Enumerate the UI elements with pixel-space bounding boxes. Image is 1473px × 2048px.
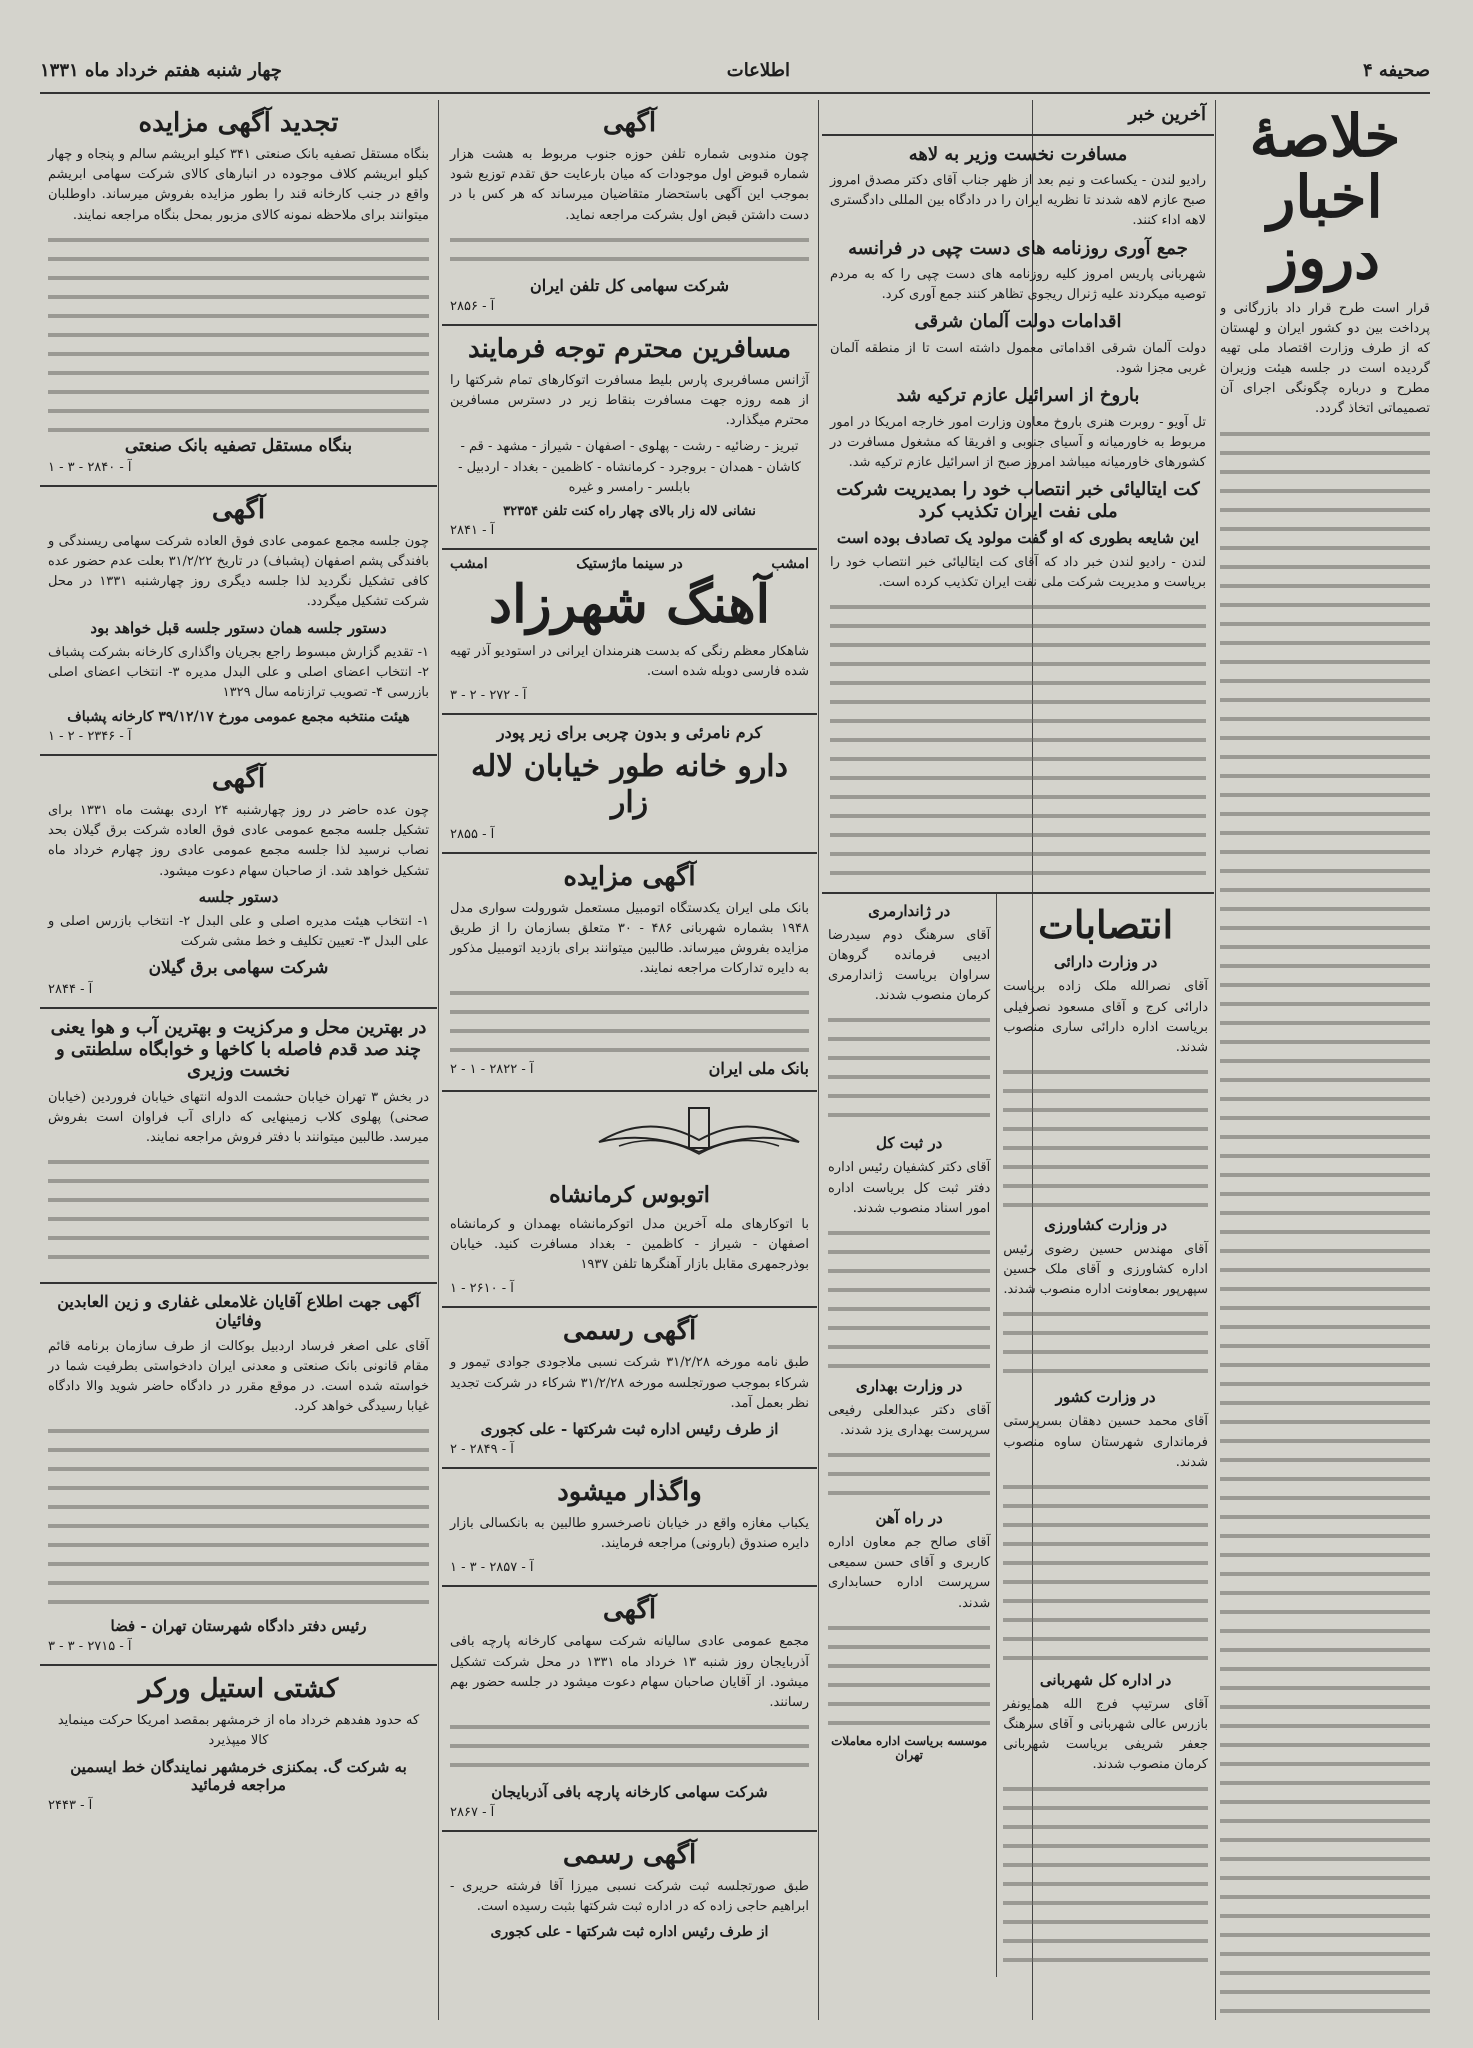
column-rule xyxy=(438,100,439,2020)
department-text xyxy=(828,1447,990,1507)
ad-signature: بانک ملی ایران xyxy=(708,1059,809,1079)
ad-title: آگهی xyxy=(211,494,266,525)
appointments-section xyxy=(822,894,1214,1978)
bus-logo-icon xyxy=(589,1102,809,1172)
appointments-text xyxy=(1003,1306,1208,1386)
ad-signature: شرکت سهامی کارخانه پارچه بافی آذربایجان xyxy=(491,1783,768,1802)
appointments-body: آقای نصرالله ملک زاده بریاست دارائی کرج و آقای مسعود نصرفیلی بریاست اداره دارائی ساری منصوب شدند. xyxy=(1003,979,1208,1055)
news-subheadline: این شایعه بطوری که او گفت مولود یک تصادف بوده است xyxy=(836,528,1200,547)
ad-text xyxy=(450,1719,809,1779)
agenda-body: ۱- انتخاب هیئت مدیره اصلی و علی البدل ۲- انتخاب بازرس اصلی و علی البدل ۳- تعیین تکلیف و خط مشی شرکت xyxy=(48,913,429,949)
ad-title: آگهی رسمی xyxy=(562,1316,697,1347)
news-headline: اقدامات دولت آلمان شرقی xyxy=(914,311,1122,333)
cinema-tonight: امشب xyxy=(450,555,488,572)
ad-code: آ - ۲۳۴۶ - ۲ - ۱ xyxy=(48,728,132,744)
ad-title: آگهی xyxy=(602,108,657,138)
appointments-column xyxy=(996,894,1214,1978)
ad-body: بانک ملی ایران یکدستگاه اتومبیل مستعمل شورولت سواری مدل ۱۹۴۸ بشماره شهربانی ۴۸۶ - ۳۰ متعلق بسازمان را از طریق مزایده بفروش میرساند. طالبین میتوانند برای بازدید اتومبیل مذکور به دایره تدارکات مراجعه نمایند. xyxy=(450,900,809,977)
ad-code: آ - ۲۸۵۷ - ۳ - ۱ xyxy=(450,1560,534,1576)
ad-code: آ - ۲۸۵۵ xyxy=(450,826,495,842)
ad-body: مجمع عمومی عادی سالیانه شرکت سهامی کارخانه پارچه بافی آذربایجان روز شنبه ۱۳ خرداد ماه ۱۳۳۱ در محل شرکت تشکیل میشود. از آقایان صاحبان سهام دعوت میشود در جلسه حضور بهم رسانند. xyxy=(450,1634,810,1710)
appointments-body: آقای مهندس حسین رضوی رئیس اداره کشاورزی و آقای ملک حسین سپهرپور بمعاونت اداره منصوب شدند. xyxy=(1003,1242,1208,1298)
ad-body: با اتوکارهای مله آخرین مدل اتوکرمانشاه بهمدان و کرمانشاه اصفهان - شیراز - کاظمین - بغداد مسافرت کنید. خیابان بوذرجمهری مقابل بازار آهنگرها تلفن ۱۹۳۷ xyxy=(450,1216,809,1273)
ad-textile-company xyxy=(442,1587,817,1832)
ad-code: آ - ۲۸۵۶ xyxy=(450,298,495,314)
ad-code: آ - ۲۶۱۰ - ۱ xyxy=(450,1281,514,1297)
cinema-header xyxy=(450,556,809,572)
news-summary-intro: قرار است طرح قرار داد بازرگانی و پرداخت بین دو کشور ایران و لهستان که از طرف وزارت اقتصاد ملی تهیه گردیده است در جلسه هیئت وزیران مطرح و درباره چگونگی اجرای آن تصمیماتی اتخاذ گردد. xyxy=(1220,300,1430,417)
ad-text xyxy=(450,985,809,1055)
ad-travel-agency xyxy=(442,326,817,550)
ad-official-notice-2 xyxy=(442,1832,817,1951)
cinema-tonight: امشب xyxy=(771,555,809,572)
ad-title: در بهترین محل و مرکزیت و بهترین آب و هوا یعنی چند صد قدم فاصله با کاخها و خوابگاه سلطنتی و نخست وزیری xyxy=(50,1016,427,1082)
ad-wool-factory xyxy=(40,487,437,756)
department-text xyxy=(828,1620,990,1730)
department-heading: در راه آهن xyxy=(875,1509,943,1528)
ad-body: چون مندوبی شماره تلفن حوزه جنوب مربوط به هشت هزار شماره قبوض اول موجودات که میان بارعایت حق تقدم توزیع شود بموجب این آگهی باستحضار متقاضیان میرساند که هر کس با در دست داشتن قبض اول بشرکت مراجعه نماید. xyxy=(450,147,809,223)
appointments-body: آقای محمد حسین دهقان بسرپرستی فرمانداری شهرستان ساوه منصوب شدند. xyxy=(1003,1414,1208,1470)
appointments-heading: در وزارت کشور xyxy=(1055,1388,1156,1407)
ad-body: چون جلسه مجمع عمومی عادی فوق العاده شرکت سهامی ریسندگی و بافندگی پشم اصفهان (پشباف) در تاریخ ۳۱/۲/۲۲ بعلت عدم حضور عده کافی تشکیل نگردید لذا جلسه دیگری روز چهارشنبه ۱۳۳۱ در محل شرکت تشکیل میگردد. xyxy=(48,533,429,610)
column-rule xyxy=(818,100,819,2020)
news-summary-text xyxy=(1220,426,1430,2020)
ad-body: بنگاه مستقل تصفیه بانک صنعتی ۳۴۱ کیلو ابریشم سالم و پنجاه و چهار کیلو ابریشم کلاف موجوده در انبارهای کالای شرکت سهامی ابریشم واقع در جنب کارخانه قند را بطور مزایده بفروش میرساند. داوطلبان میتوانند برای ملاحظه نمونه کالای مزبور بمحل بنگاه مراجعه نمایند. xyxy=(48,147,429,223)
ad-transfer xyxy=(442,1469,817,1587)
agenda-body: ۱- تقدیم گزارش مبسوط راجع بجریان واگذاری کارخانه بشرکت پشباف ۲- انتخاب اعضای اصلی و علی البدل مدیره ۳- انتخاب اعضای اصلی بازرسی ۴- تصویب ترازنامه سال ۱۳۲۹ xyxy=(48,644,429,700)
cinema-film-title: آهنگ شهرزاد xyxy=(488,573,771,635)
appointments-text xyxy=(1003,1479,1208,1669)
news-body: دولت آلمان شرقی اقداماتی معمول داشته است تا از منطقه آلمان غربی مجزا شود. xyxy=(830,341,1206,377)
ad-signature: از طرف رئیس اداره ثبت شرکتها - علی کجوری xyxy=(490,1923,769,1940)
agenda-title: دستور جلسه همان دستور جلسه قبل خواهد بود xyxy=(90,618,387,637)
appointments-heading: در وزارت دارائی xyxy=(1053,953,1158,972)
bus-logo-text: اتوبوس کرمانشاه xyxy=(549,1182,710,1209)
ad-code: آ - ۲۸۴۱ xyxy=(450,522,495,538)
column-left-ads xyxy=(40,100,437,2020)
department-footer: موسسه بریاست اداره معاملات تهران xyxy=(831,1733,988,1762)
ad-title: آگهی xyxy=(602,1595,657,1626)
ad-signature: هیئت منتخبه مجمع عمومی مورخ ۳۹/۱۲/۱۷ کارخانه پشباف xyxy=(67,708,410,725)
ad-code: آ - ۲۸۲۲ - ۱ - ۲ xyxy=(450,1062,534,1078)
column-middle-ads xyxy=(442,100,817,2020)
ad-land-sale xyxy=(40,1009,437,1284)
ad-signature: به شرکت گ. بمکنزی خرمشهر نمایندگان خط ایسمین مراجعه فرمائید xyxy=(70,1757,407,1794)
department-body: آقای دکتر عبدالعلی رفیعی سرپرست بهداری یزد شدند. xyxy=(828,1402,991,1438)
news-body: شهربانی پاریس امروز کلیه روزنامه های دست چپی را که به مردم توصیه میکردند علیه ژنرال ریجوی تظاهر کنند جمع آوری کرد. xyxy=(830,267,1206,303)
appointments-heading: در اداره کل شهربانی xyxy=(1039,1670,1172,1689)
department-body: آقای صالح جم معاون اداره کاربری و آقای حسن سمیعی سرپرست اداره حسابداری شدند. xyxy=(828,1535,991,1611)
department-text xyxy=(828,1012,990,1132)
news-headline: باروخ از اسرائیل عازم ترکیه شد xyxy=(896,385,1140,407)
ad-title: آگهی رسمی xyxy=(562,1840,697,1871)
ad-official-notice xyxy=(442,1308,817,1469)
ad-code: آ - ۲۷۲ - ۲ - ۳ xyxy=(450,688,527,704)
ad-code: آ - ۲۸۴۴ xyxy=(48,981,93,997)
ad-signature: شرکت سهامی برق گیلان xyxy=(148,957,329,978)
ad-text xyxy=(48,1423,429,1613)
news-item xyxy=(822,136,1214,894)
news-body: رادیو لندن - یکساعت و نیم بعد از ظهر جناب آقای دکتر مصدق امروز صبح عازم لاهه شدند تا نظریه ایران را در دادگاه بین المللی دادگستری لاهه اداء کنند. xyxy=(830,173,1206,229)
appointments-text xyxy=(1003,1064,1208,1214)
ad-body: آقای علی اصغر فرساد اردبیل بوکالت از طرف سازمان برنامه قائم مقام قانونی بانک صنعتی و معدنی ایران دادخواستی بطرفیت شما در خواسته شده است. در موقع مقرر در دادگاه حاضر شوید والا دادگاه غیابا رسیدگی خواهد کرد. xyxy=(48,1338,429,1414)
news-summary-title: خلاصهٔ اخبار دروز xyxy=(1249,102,1401,292)
ad-code: آ - ۲۷۱۵ - ۳ - ۳ xyxy=(48,1639,132,1655)
ad-body: یکباب مغازه واقع در خیابان ناصرخسرو طالبین به بانکسالی بازار دایره صندوق (بارونی) مراجعه فرمایند. xyxy=(450,1516,809,1552)
issue-date: چهار شنبه هفتم خرداد ماه ۱۳۳۱ xyxy=(40,60,282,81)
ad-pharmacy xyxy=(442,715,817,853)
appointments-title: انتصابات xyxy=(1038,901,1174,947)
cinema-name: در سینما ماژستیک xyxy=(576,555,683,572)
newspaper-name: اطلاعات xyxy=(726,60,790,81)
pharmacy-title: دارو خانه طور خیابان لاله زار xyxy=(470,748,789,820)
page-number: صحیفه ۴ xyxy=(1362,60,1430,81)
department-heading: در ژاندارمری xyxy=(868,901,951,920)
agenda-title: دستور جلسه xyxy=(198,887,279,906)
news-headline: کت ایتالیائی خبر انتصاب خود را بمدیریت شرکت ملی نفت ایران تکذیب کرد xyxy=(836,479,1200,522)
ad-title: واگذار میشود xyxy=(557,1476,702,1507)
ad-signature: از طرف رئیس اداره ثبت شرکتها - علی کجوری xyxy=(480,1419,779,1438)
ad-title: آگهی xyxy=(211,763,266,794)
ad-body: در بخش ۳ تهران خیابان حشمت الدوله انتهای خیابان فروردین (خیابان صحنی) پهلوی کلاب زمینهایی که دارای آب فراوان است بفروش میرسد. طالبین میتوانند با دفتر فروش مراجعه نمایند. xyxy=(48,1089,429,1146)
ad-body: چون عده حاضر در روز چهارشنبه ۲۴ اردی بهشت ماه ۱۳۳۱ برای تشکیل جلسه مجمع عمومی عادی فوق العاده شرکت برق گیلان بحد نصاب نرسید لذا جلسه مجمع عمومی عادی روز چهارم خرداد ماه تشکیل خواهد شد. از صاحبان سهام دعوت میشود. xyxy=(48,803,429,879)
ad-title: آگهی جهت اطلاع آقایان غلامعلی غفاری و زین العابدین وفائیان xyxy=(57,1292,420,1331)
ad-text xyxy=(48,1154,429,1274)
ad-body: طبق نامه مورخه ۳۱/۲/۲۸ شرکت نسبی ملاجودی جوادی تیمور و شرکاء بموجب صورتجلسه مورخه ۳۱/۲/۲۸ شرکاء در شرکت تجدید نظر بعمل آمد. xyxy=(450,1355,809,1411)
news-headline: مسافرت نخست وزیر به لاهه xyxy=(908,143,1128,165)
appointments-heading: در وزارت کشاورزی xyxy=(1044,1216,1168,1234)
ad-body: آژانس مسافربری پارس بلیط مسافرت اتوکارهای تمام شرکتها را از همه روزه جهت مسافرت بنقاط زیر در دسترس مسافرین محترم میگذارد. xyxy=(450,372,809,429)
cinema-body: شاهکار معظم رنگی که بدست هنرمندان ایرانی در استودیو آذر تهیه شده فارسی دوبله شده است. xyxy=(450,644,809,680)
latest-news-label-bar xyxy=(822,100,1214,136)
column-news-summary xyxy=(1220,100,1430,2020)
news-body: تل آویو - روبرت هنری باروخ معاون وزارت امور خارجه امریکا در امور مربوط به خاورمیانه و آسیای جنوبی و افریقا که مشغول مسافرت در کشورهای خاورمیانه میباشد امروز صبح از اسرائیل عازم ترکیه شد. xyxy=(830,414,1206,471)
department-heading: در وزارت بهداری xyxy=(855,1376,963,1395)
ad-footer xyxy=(450,1055,809,1082)
ad-body: طبق صورتجلسه ثبت شرکت نسبی میرزا آقا فرشته حریری - ابراهیم حاجی زاده که در اداره ثبت شرکتها بثبت رسیده است. xyxy=(450,1879,809,1915)
page-header xyxy=(40,52,1430,94)
department-heading: در ثبت کل xyxy=(875,1134,943,1153)
news-headline: جمع آوری روزنامه های دست چپی در فرانسه xyxy=(848,237,1188,259)
department-body: آقای سرهنگ دوم سیدرضا ادیبی فرمانده گروهان سراوان بریاست ژاندارمری کرمان منصوب شدند. xyxy=(828,927,991,1004)
ad-address: نشانی لاله زار بالای چهار راه کنت تلفن ۳۲۳۵۴ xyxy=(503,503,756,519)
ad-cities: تبریز - رضائیه - رشت - پهلوی - اصفهان - شیراز - مشهد - قم - کاشان - همدان - بروجرد - کرمانشاه - کاظمین - بغداد - اردبیل - بابلسر - رامسر و غیره xyxy=(458,439,801,495)
ad-title: کشتی استیل ورکر xyxy=(138,1674,339,1705)
department-text xyxy=(828,1225,990,1375)
appointments-body: آقای سرتیپ فرج الله همایونفر بازرس عالی شهربانی و آقای سرهنگ جعفر شریفی بریاست شهربانی کرمان منصوب شدند. xyxy=(1003,1696,1208,1773)
departments-column xyxy=(822,894,996,1978)
news-body: لندن - رادیو لندن خبر داد که آقای کت ایتالیائی خبر انتصاب خود را بریاست و مدیریت شرکت ملی نفت ایران تکذیب کرده است. xyxy=(830,554,1206,590)
latest-news-label: آخرین خبر xyxy=(1128,104,1206,125)
ad-signature: بنگاه مستقل تصفیه بانک صنعتی xyxy=(124,435,353,456)
ad-signature: شرکت سهامی کل تلفن ایران xyxy=(529,275,730,295)
ad-ship-steel-worker xyxy=(40,1666,437,1822)
news-body-text xyxy=(830,599,1206,884)
column-rule xyxy=(1215,100,1216,2020)
ad-bus-company xyxy=(442,1092,817,1308)
ad-text xyxy=(450,232,809,272)
ad-silk-auction xyxy=(40,100,437,487)
ad-code: آ - ۲۴۴۳ xyxy=(48,1797,93,1813)
ad-body: که حدود هفدهم خرداد ماه از خرمشهر بمقصد امریکا حرکت مینماید کالا میپذیرد xyxy=(57,1713,420,1749)
pharmacy-subtitle: کرم نامرئی و بدون چربی برای زیر پودر xyxy=(496,723,763,743)
ad-title: تجدید آگهی مزایده xyxy=(138,108,339,138)
ad-signature: رئیس دفتر دادگاه شهرستان تهران - فضا xyxy=(110,1617,367,1636)
ad-gilan-electric xyxy=(40,756,437,1009)
ad-title: مسافرین محترم توجه فرمایند xyxy=(467,333,792,364)
appointments-text xyxy=(1003,1781,1208,1971)
ad-title: آگهی مزایده xyxy=(563,861,696,892)
ad-telephone xyxy=(442,100,817,326)
ad-text xyxy=(48,232,429,432)
column-latest-news xyxy=(822,100,1214,2020)
ad-code: آ - ۲۸۴۹ - ۲ xyxy=(450,1441,514,1457)
ad-court-notice xyxy=(40,1284,437,1666)
ad-cinema xyxy=(442,550,817,716)
ad-code: آ - ۲۸۶۷ xyxy=(450,1805,495,1821)
ad-auction-car xyxy=(442,854,817,1093)
ad-code: آ - ۲۸۴۰ - ۳ - ۱ xyxy=(48,459,132,475)
department-body: آقای دکتر کشفیان رئیس اداره دفتر ثبت کل بریاست اداره امور اسناد منصوب شدند. xyxy=(828,1160,991,1216)
